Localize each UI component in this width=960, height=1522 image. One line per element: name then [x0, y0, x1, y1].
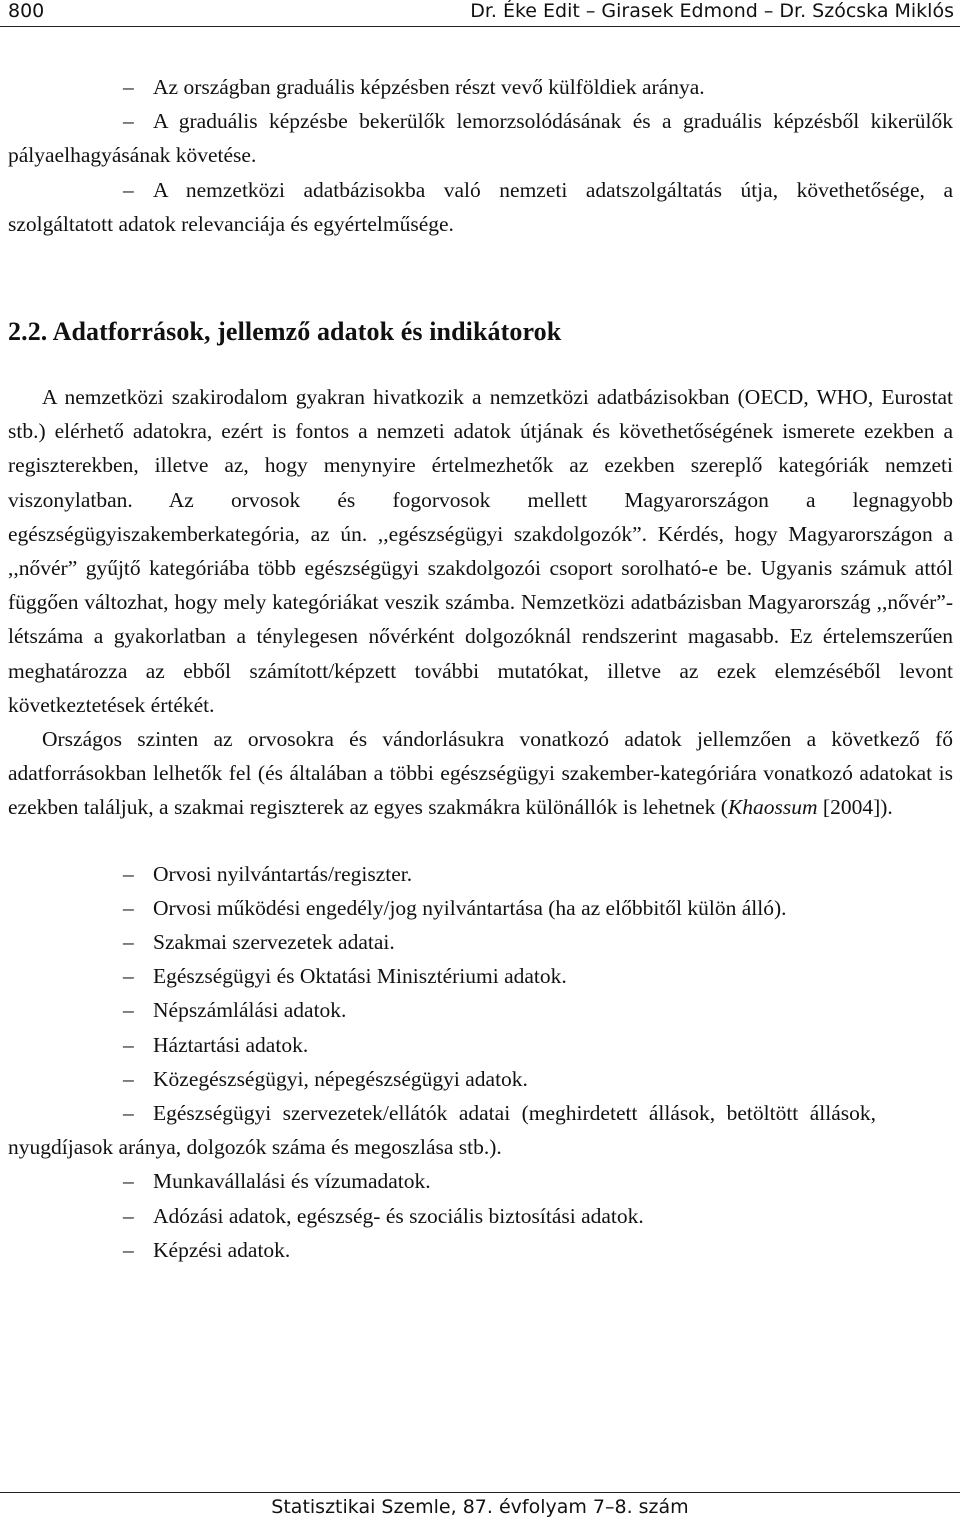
journal-citation: Statisztikai Szemle, 87. évfolyam 7–8. szám — [271, 1496, 689, 1518]
dash-icon — [123, 1096, 147, 1130]
list-item: –Népszámlálási adatok. — [8, 993, 876, 1027]
page-number: 800 — [8, 0, 45, 22]
list-item: –Egészségügyi szervezetek/ellátók adatai (meghirdetett állások, betöltött állások, nyugdíjasok aránya, dolgozók száma és megoszlása stb.). — [8, 1096, 876, 1164]
page-content — [8, 70, 953, 1267]
body-paragraph-2: Országos szinten az orvosokra és vándorlásukra vonatkozó adatok jellemzően a következő fő adatforrásokban lelhetők fel (és általában a többi egészségügyi szakember-kategóriára vonatkozó adatokat is ezekben találjuk, a szakmai regiszterek az egyes szakmákra különállók is lehetnek (Khaossum [2004]). — [8, 727, 953, 820]
list-item: –Szakmai szervezetek adatai. — [8, 925, 876, 959]
list-item: –A nemzetközi adatbázisokba való nemzeti adatszolgáltatás útja, követhetősége, a szolgáltatott adatok relevanciája és egyértelműsége. — [8, 173, 953, 241]
list-item: –Az országban graduális képzésben részt vevő külföldiek aránya. — [8, 70, 953, 104]
list-item: –Munkavállalási és vízumadatok. — [8, 1164, 876, 1198]
dash-icon — [123, 1062, 147, 1096]
list-item: –A graduális képzésbe bekerülők lemorzsolódásának és a graduális képzésből kikerülők pályaelhagyásának követése. — [8, 104, 953, 172]
page-header — [0, 0, 960, 27]
list-item: –Közegészségügyi, népegészségügyi adatok. — [8, 1062, 876, 1096]
spacer — [8, 825, 953, 857]
list-item: –Adózási adatok, egészség- és szociális biztosítási adatok. — [8, 1199, 876, 1233]
data-source-list — [8, 857, 876, 1267]
dash-icon — [123, 104, 147, 138]
list-item: –Háztartási adatok. — [8, 1028, 876, 1062]
dash-icon — [123, 925, 147, 959]
dash-icon — [123, 1199, 147, 1233]
dash-icon — [123, 1164, 147, 1198]
top-bullet-list — [8, 70, 953, 241]
dash-icon — [123, 857, 147, 891]
page-footer — [0, 1492, 960, 1522]
dash-icon — [123, 959, 147, 993]
running-head-authors: Dr. Éke Edit – Girasek Edmond – Dr. Szócska Miklós — [470, 0, 954, 22]
body-paragraph-1: A nemzetközi szakirodalom gyakran hivatkozik a nemzetközi adatbázisokban (OECD, WHO, Eurostat stb.) elérhető adatokra, ezért is fontos a nemzeti adatok útjának és követhetőségének ismerete ezekben a regiszterekben, illetve az, hogy menynyire értelmezhetők az ezekben szereplő kategóriák nemzeti viszonylatban. Az orvosok és fogorvosok mellett Magyarországon a legnagyobb egészségügyiszakemberkategória, az ún. ,,egészségügyi szakdolgozók”. Kérdés, hogy Magyarországon a ,,nővér” gyűjtő kategóriába több egészségügyi szakdolgozói csoport sorolható-e be. Ugyanis számuk attól függően változhat, hogy mely kategóriákat veszik számba. Nemzetközi adatbázisban Magyarország ,,nővér”-létszáma a gyakorlatban a ténylegesen nővérként dolgozóknál rendszerint magasabb. Ez értelemszerűen meghatározza az ebből számított/képzett további mutatókat, illetve az ezek elemzéséből levont következtetések értékét. — [8, 385, 953, 717]
citation-author: Khaossum — [727, 795, 818, 820]
dash-icon — [123, 173, 147, 207]
dash-icon — [123, 1028, 147, 1062]
list-item: –Képzési adatok. — [8, 1233, 876, 1267]
dash-icon — [123, 70, 147, 104]
list-item: –Orvosi nyilvántartás/regiszter. — [8, 857, 876, 891]
dash-icon — [123, 993, 147, 1027]
dash-icon — [123, 1233, 147, 1267]
list-item: –Egészségügyi és Oktatási Minisztériumi adatok. — [8, 959, 876, 993]
section-heading: 2.2. Adatforrások, jellemző adatok és indikátorok — [8, 317, 562, 347]
dash-icon — [123, 891, 147, 925]
list-item: –Orvosi működési engedély/jog nyilvántartása (ha az előbbitől külön álló). — [8, 891, 876, 925]
